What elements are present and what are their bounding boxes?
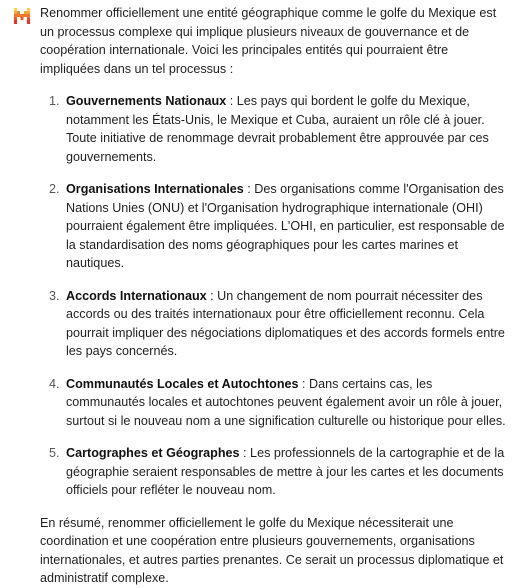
item-text: : Les professionnels de la cartographie et de la géographie seraient responsables de mettre à jour les cartes et les documents officiels pour refléter le nouveau nom. — [66, 446, 505, 497]
mistral-logo-icon — [14, 8, 30, 24]
list-item — [40, 180, 506, 273]
item-text: : Dans certains cas, les communautés locales et autochtones peuvent également avoir un rôle à jouer, surtout si le nouveau nom a une signification culturelle ou historique pour elles. — [66, 376, 506, 428]
list-item — [40, 444, 506, 500]
item-title: Organisations Internationales — [66, 182, 244, 196]
item-title: Gouvernements Nationaux — [66, 94, 227, 108]
item-title: Cartographes et Géographes — [66, 446, 240, 460]
list-number: 1. — [49, 94, 60, 108]
list-number: 4. — [49, 376, 60, 391]
list-number: 3. — [49, 288, 60, 303]
list-item — [40, 92, 506, 166]
list-item — [40, 375, 506, 431]
response-content — [40, 4, 506, 588]
list-number: 2. — [49, 182, 60, 196]
item-title: Communautés Locales et Autochtones — [66, 376, 299, 391]
item-text: : Les pays qui bordent le golfe du Mexique, notamment les États-Unis, le Mexique et Cuba, auraient un rôle clé à jouer. Toute initiative de renommage devrait probablement être approuvée par ces gouvernements. — [66, 94, 489, 164]
list-number: 5. — [49, 446, 60, 460]
entity-list — [40, 92, 506, 500]
item-title: Accords Internationaux — [66, 288, 207, 303]
intro-paragraph: Renommer officiellement une entité géographique comme le golfe du Mexique est un processus complexe qui implique plusieurs niveaux de gouvernance et de coopération internationale. Voici les principales entités qui pourraient être impliquées dans un tel processus : — [40, 6, 497, 76]
item-text: : Des organisations comme l'Organisation des Nations Unies (ONU) et l'Organisation hydrographique internationale (OHI) pourraient également être impliquées. L'OHI, en particulier, est responsable de la standardisation des noms géographiques pour les cartes marines et nautiques. — [66, 182, 505, 270]
summary-paragraph: En résumé, renommer officiellement le golfe du Mexique nécessiterait une coordination et une coopération entre plusieurs gouvernements, organisations internationales, et autres parties prenantes. Ce serait un processus diplomatique et administratif complexe. — [40, 515, 504, 585]
item-text: : Un changement de nom pourrait nécessiter des accords ou des traités internationaux pour être officiellement reconnu. Cela pourrait impliquer des négociations diplomatiques et des accords formels entre les pays concernés. — [66, 288, 505, 358]
list-item — [40, 287, 506, 361]
